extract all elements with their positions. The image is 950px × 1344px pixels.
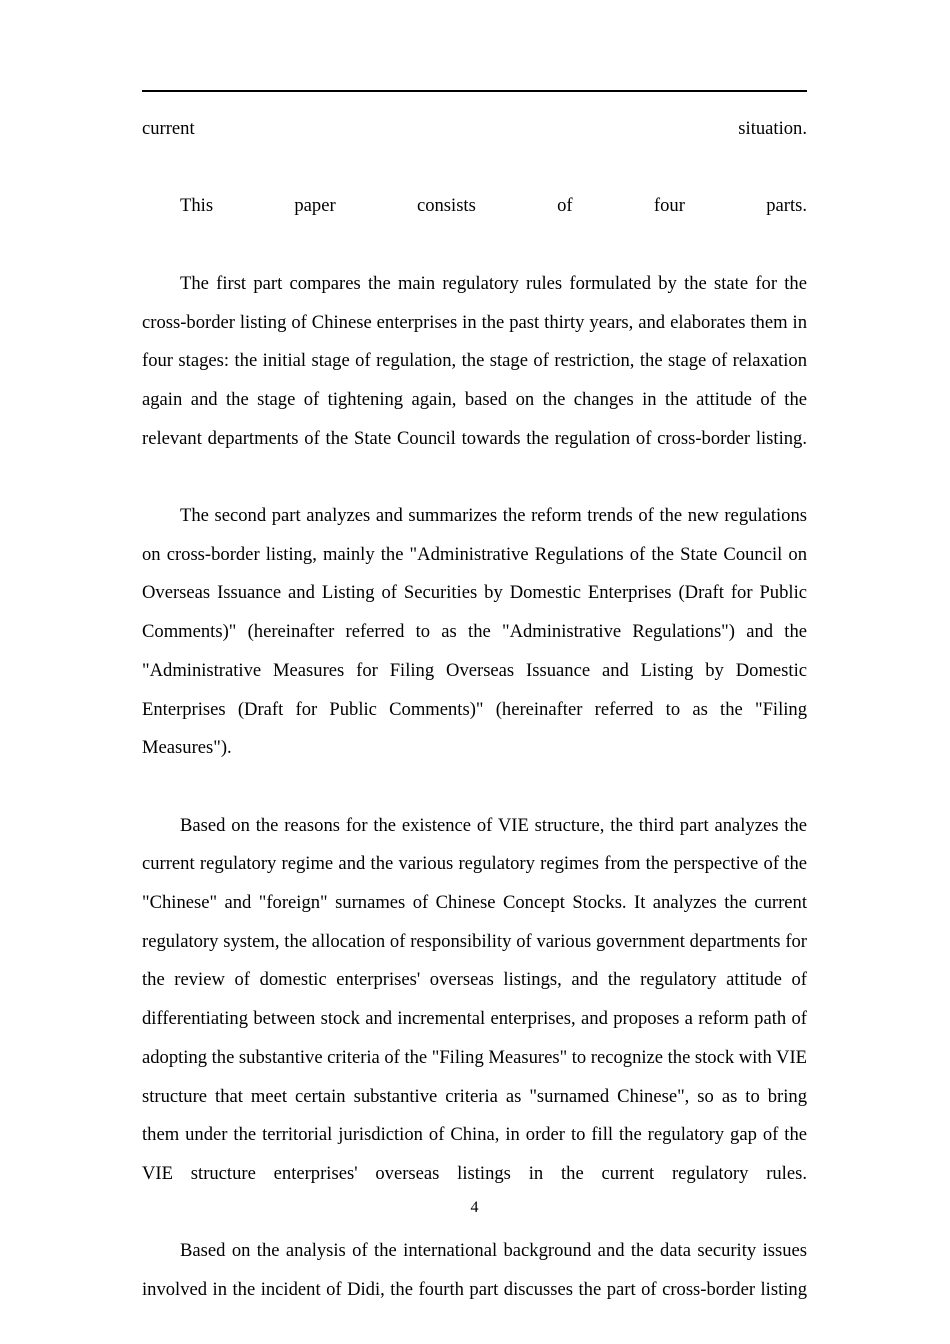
paragraph-1: current situation.	[142, 118, 807, 139]
page-body-text	[142, 110, 807, 1344]
paragraph-4: The second part analyzes and summarizes the reform trends of the new regulations on cross-border listing, mainly the "Administrative Regulations of the State Council on Overseas Issuance and Listing of Securities by Domestic Enterprises (Draft for Public Comments)" (hereinafter referred to as the "Administrative Regulations") and the "Administrative Measures for Filing Overseas Issuance and Listing by Domestic Enterprises (Draft for Public Comments)" (hereinafter referred to as the "Filing Measures").	[142, 505, 807, 759]
paragraph-6: Based on the analysis of the international background and the data security issues involved in the incident of Didi, the fourth part discusses the part of cross-border listing	[142, 1240, 807, 1301]
paragraph-5: Based on the reasons for the existence of VIE structure, the third part analyzes the current regulatory regime and the various regulatory regimes from the perspective of the "Chinese" and "foreign" surnames of Chinese Concept Stocks. It analyzes the current regulatory system, the allocation of responsibility of various government departments for the review of domestic enterprises' overseas listings, and the regulatory attitude of differentiating between stock and incremental enterprises, and proposes a reform path of adopting the substantive criteria of the "Filing Measures" to recognize the stock with VIE structure that meet certain substantive criteria as "surnamed Chinese", so as to bring them under the territorial jurisdiction of China, in order to fill the regulatory gap of the VIE structure enterprises' overseas listings in the current regulatory rules.	[142, 814, 807, 1184]
paragraph-3: The first part compares the main regulatory rules formulated by the state for the cross-border listing of Chinese enterprises in the past thirty years, and elaborates them in four stages: the initial stage of regulation, the stage of restriction, the stage of relaxation again and the stage of tightening again, based on the changes in the attitude of the relevant departments of the State Council towards the regulation of cross-border listing.	[142, 272, 807, 449]
page-header	[142, 60, 807, 92]
page-number: 4	[470, 1199, 479, 1216]
page-footer	[142, 1198, 807, 1218]
header-rule-divider	[142, 90, 807, 92]
paragraph-2: This paper consists of four parts.	[180, 195, 807, 217]
